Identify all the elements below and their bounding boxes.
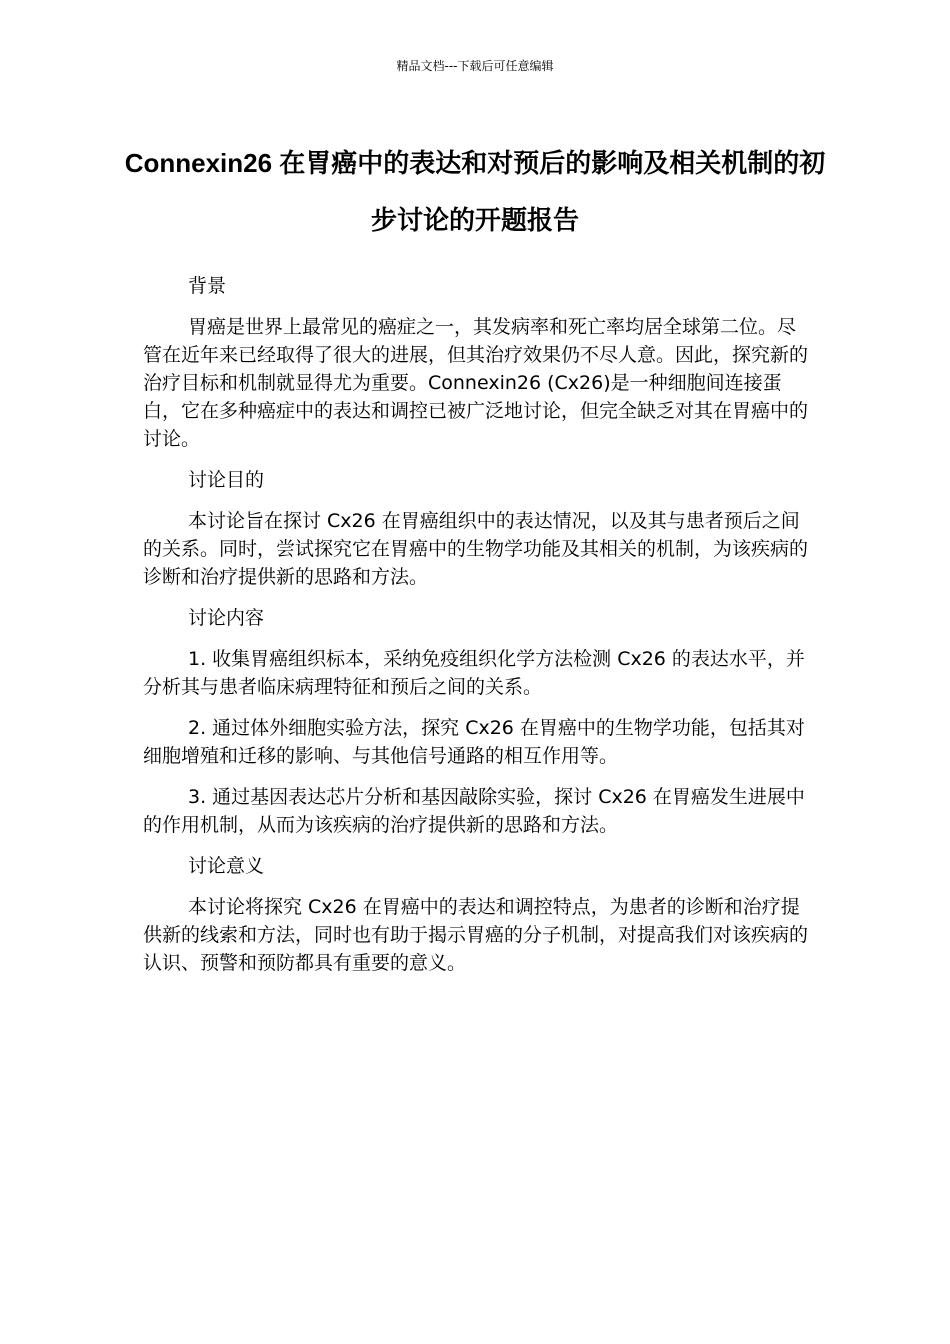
document-body bbox=[143, 272, 808, 990]
paragraph-content-item-3: 3. 通过基因表达芯片分析和基因敲除实验，探讨 Cx26 在胃癌发生进展中的作用机制，从而为该疾病的治疗提供新的思路和方法。 bbox=[143, 786, 805, 836]
document-title: Connexin26 在胃癌中的表达和对预后的影响及相关机制的初步讨论的开题报告 bbox=[124, 148, 826, 235]
section-heading-background: 背景 bbox=[188, 275, 227, 297]
section-heading-significance: 讨论意义 bbox=[188, 855, 265, 877]
section-heading-content: 讨论内容 bbox=[188, 607, 265, 629]
header-note: 精品文档---下载后可任意编辑 bbox=[396, 59, 554, 73]
paragraph-purpose: 本讨论旨在探讨 Cx26 在胃癌组织中的表达情况，以及其与患者预后之间的关系。同时，尝试探究它在胃癌中的生物学功能及其相关的机制，为该疾病的诊断和治疗提供新的思路和方法。 bbox=[143, 510, 809, 588]
paragraph-background: 胃癌是世界上最常见的癌症之一，其发病率和死亡率均居全球第二位。尽管在近年来已经取得了很大的进展，但其治疗效果仍不尽人意。因此，探究新的治疗目标和机制就显得尤为重要。Connexin26 (Cx26)是一种细胞间连接蛋白，它在多种癌症中的表达和调控已被广泛地讨论，但完全缺乏对其在胃癌中的讨论。 bbox=[143, 316, 809, 450]
paragraph-significance: 本讨论将探究 Cx26 在胃癌中的表达和调控特点，为患者的诊断和治疗提供新的线索和方法，同时也有助于揭示胃癌的分子机制，对提高我们对该疾病的认识、预警和预防都具有重要的意义。 bbox=[143, 896, 809, 974]
section-heading-purpose: 讨论目的 bbox=[188, 469, 265, 491]
paragraph-content-item-1: 1. 收集胃癌组织标本，采纳免疫组织化学方法检测 Cx26 的表达水平，并分析其与患者临床病理特征和预后之间的关系。 bbox=[143, 648, 805, 698]
paragraph-content-item-2: 2. 通过体外细胞实验方法，探究 Cx26 在胃癌中的生物学功能，包括其对细胞增殖和迁移的影响、与其他信号通路的相互作用等。 bbox=[143, 717, 805, 767]
